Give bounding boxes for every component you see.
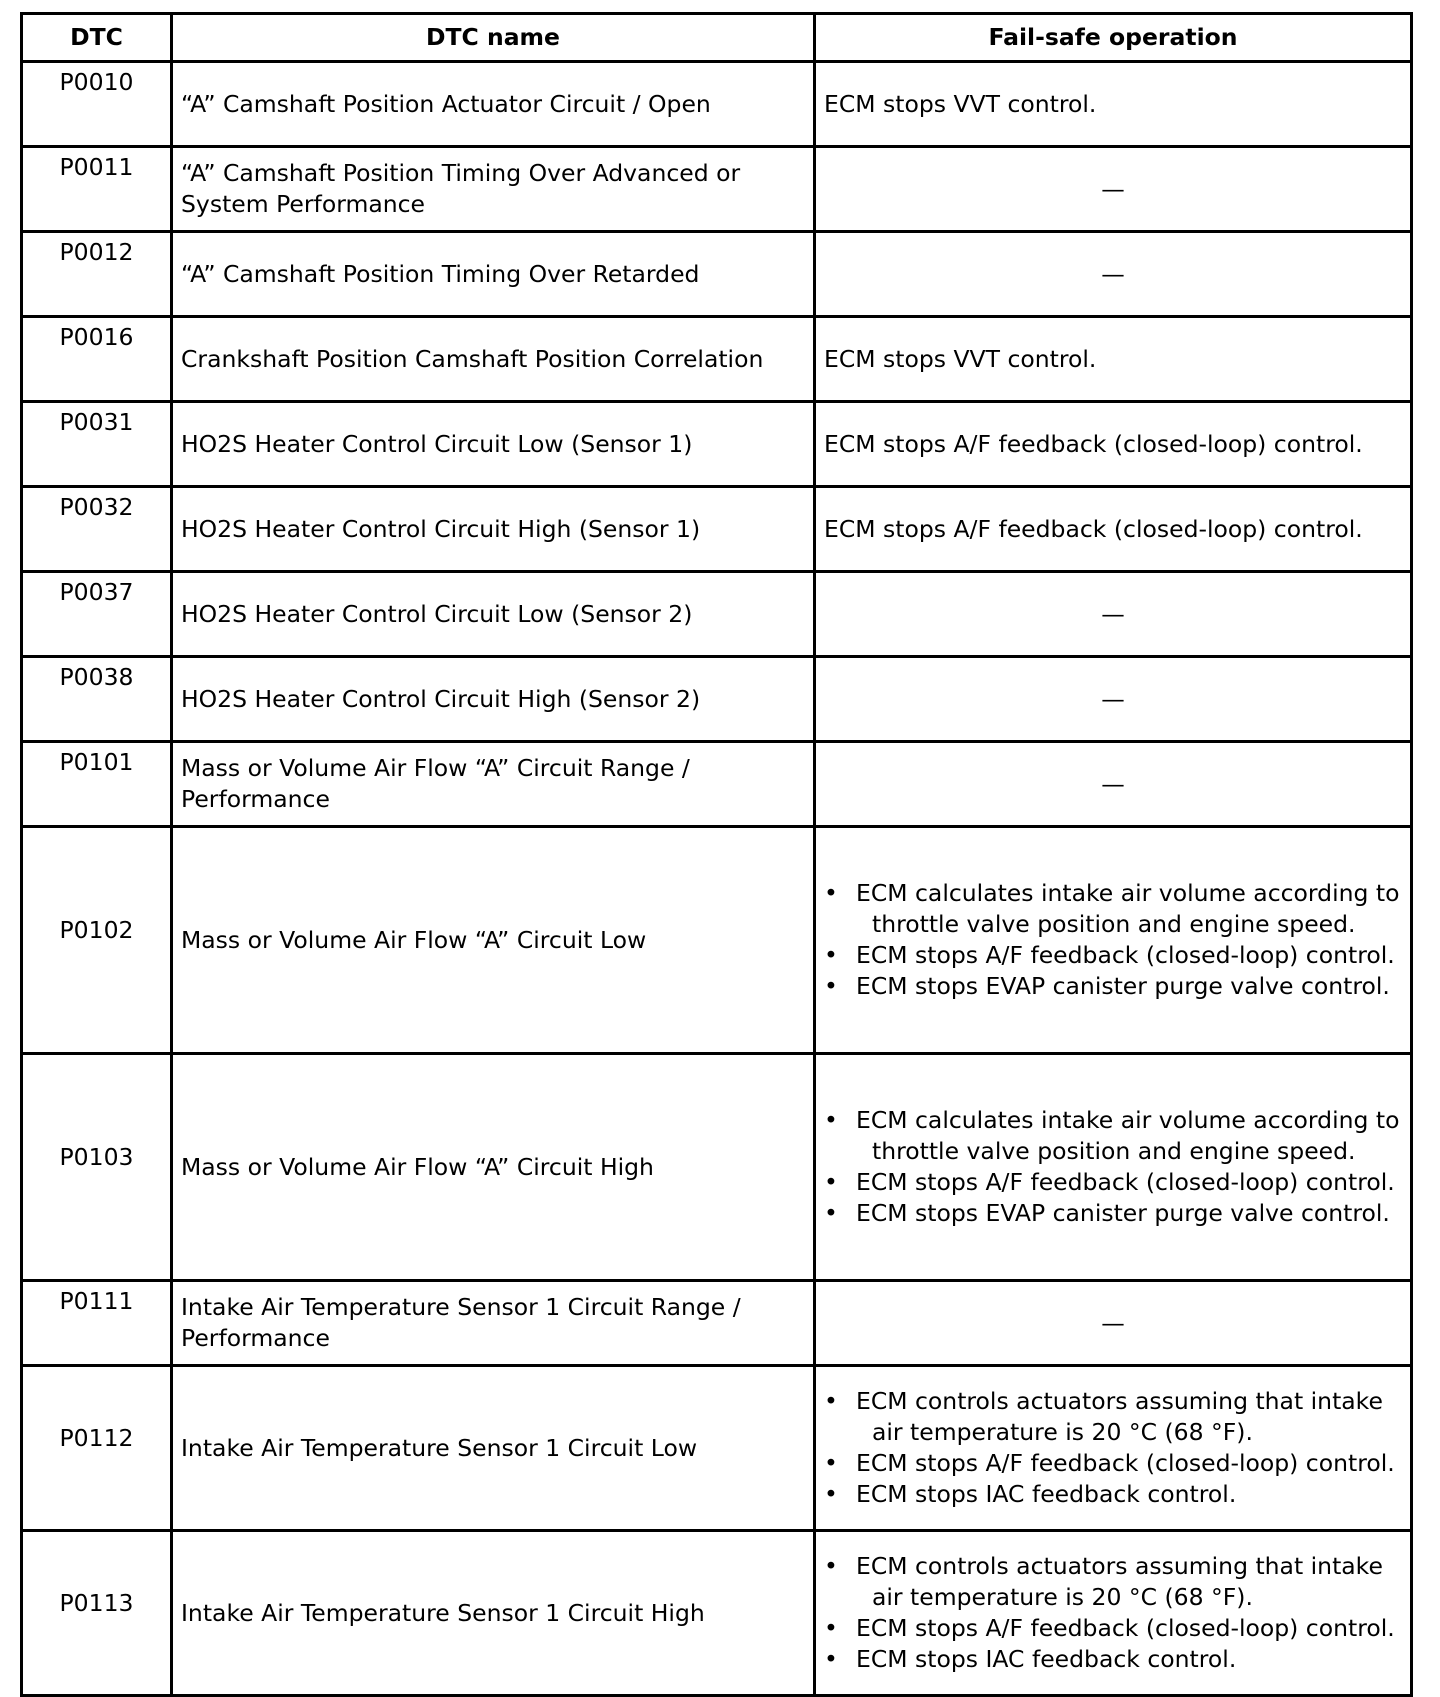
dtc-code: P0011	[22, 147, 172, 232]
list-item	[824, 1551, 1402, 1613]
dtc-code: P0012	[22, 232, 172, 317]
table-row	[22, 147, 1412, 232]
dtc-name: HO2S Heater Control Circuit High (Sensor 2)	[172, 657, 815, 742]
failsafe-list-cell	[815, 827, 1412, 1054]
table-row	[22, 1531, 1412, 1696]
dtc-name: “A” Camshaft Position Timing Over Retarded	[172, 232, 815, 317]
table-row	[22, 487, 1412, 572]
dtc-code: P0113	[22, 1531, 172, 1696]
failsafe-bullet-text: ECM stops A/F feedback (closed-loop) control.	[856, 1614, 1395, 1642]
list-item	[824, 1167, 1402, 1198]
dtc-code: P0111	[22, 1281, 172, 1366]
header-failsafe: Fail-safe operation	[815, 14, 1412, 62]
dtc-name: Mass or Volume Air Flow “A” Circuit Low	[172, 827, 815, 1054]
list-item	[824, 1198, 1402, 1229]
failsafe-bullet-list	[824, 1105, 1402, 1229]
failsafe-text: —	[815, 657, 1412, 742]
failsafe-text: ECM stops VVT control.	[815, 317, 1412, 402]
dtc-name: “A” Camshaft Position Timing Over Advanced or System Performance	[172, 147, 815, 232]
dtc-code: P0032	[22, 487, 172, 572]
failsafe-text: ECM stops A/F feedback (closed-loop) control.	[815, 402, 1412, 487]
failsafe-bullet-text: ECM calculates intake air volume according to throttle valve position and engine speed.	[856, 1106, 1400, 1165]
dtc-name: HO2S Heater Control Circuit High (Sensor 1)	[172, 487, 815, 572]
header-dtc-name: DTC name	[172, 14, 815, 62]
dtc-name: HO2S Heater Control Circuit Low (Sensor 2)	[172, 572, 815, 657]
failsafe-text: —	[815, 1281, 1412, 1366]
bullet-icon: •	[824, 1106, 838, 1134]
bullet-icon: •	[824, 1614, 838, 1642]
failsafe-text: —	[815, 232, 1412, 317]
list-item	[824, 1386, 1402, 1448]
dtc-code: P0031	[22, 402, 172, 487]
dtc-code: P0038	[22, 657, 172, 742]
bullet-icon: •	[824, 1387, 838, 1415]
bullet-icon: •	[824, 1199, 838, 1227]
bullet-icon: •	[824, 879, 838, 907]
table-row	[22, 1366, 1412, 1531]
dtc-code: P0037	[22, 572, 172, 657]
list-item	[824, 1644, 1402, 1675]
dtc-name: HO2S Heater Control Circuit Low (Sensor 1)	[172, 402, 815, 487]
dtc-name: Mass or Volume Air Flow “A” Circuit High	[172, 1054, 815, 1281]
failsafe-bullet-text: ECM controls actuators assuming that intake air temperature is 20 °C (68 °F).	[856, 1552, 1383, 1611]
dtc-code: P0112	[22, 1366, 172, 1531]
list-item	[824, 940, 1402, 971]
list-item	[824, 1448, 1402, 1479]
table-row	[22, 572, 1412, 657]
table-row	[22, 62, 1412, 147]
list-item	[824, 1479, 1402, 1510]
header-dtc: DTC	[22, 14, 172, 62]
dtc-code: P0010	[22, 62, 172, 147]
dtc-code: P0101	[22, 742, 172, 827]
bullet-icon: •	[824, 972, 838, 1000]
table-row	[22, 657, 1412, 742]
failsafe-bullet-list	[824, 878, 1402, 1002]
bullet-icon: •	[824, 941, 838, 969]
failsafe-text: ECM stops VVT control.	[815, 62, 1412, 147]
failsafe-bullet-text: ECM controls actuators assuming that intake air temperature is 20 °C (68 °F).	[856, 1387, 1383, 1446]
failsafe-text: —	[815, 572, 1412, 657]
failsafe-bullet-list	[824, 1386, 1402, 1510]
table-row	[22, 232, 1412, 317]
table-row	[22, 827, 1412, 1054]
bullet-icon: •	[824, 1480, 838, 1508]
failsafe-bullet-text: ECM stops A/F feedback (closed-loop) control.	[856, 1168, 1395, 1196]
table-row	[22, 742, 1412, 827]
failsafe-bullet-text: ECM stops IAC feedback control.	[856, 1645, 1237, 1673]
failsafe-bullet-text: ECM calculates intake air volume according to throttle valve position and engine speed.	[856, 879, 1400, 938]
table-row	[22, 402, 1412, 487]
failsafe-text: —	[815, 742, 1412, 827]
failsafe-bullet-text: ECM stops EVAP canister purge valve control.	[856, 1199, 1390, 1227]
bullet-icon: •	[824, 1168, 838, 1196]
bullet-icon: •	[824, 1645, 838, 1673]
failsafe-list-cell	[815, 1531, 1412, 1696]
dtc-name: Mass or Volume Air Flow “A” Circuit Range / Performance	[172, 742, 815, 827]
dtc-code: P0102	[22, 827, 172, 1054]
bullet-icon: •	[824, 1552, 838, 1580]
dtc-code: P0103	[22, 1054, 172, 1281]
dtc-code: P0016	[22, 317, 172, 402]
dtc-failsafe-table	[20, 12, 1413, 1697]
dtc-name: “A” Camshaft Position Actuator Circuit / Open	[172, 62, 815, 147]
list-item	[824, 878, 1402, 940]
list-item	[824, 971, 1402, 1002]
failsafe-list-cell	[815, 1054, 1412, 1281]
failsafe-bullet-text: ECM stops A/F feedback (closed-loop) control.	[856, 1449, 1395, 1477]
failsafe-bullet-text: ECM stops IAC feedback control.	[856, 1480, 1237, 1508]
failsafe-list-cell	[815, 1366, 1412, 1531]
dtc-name: Intake Air Temperature Sensor 1 Circuit Low	[172, 1366, 815, 1531]
failsafe-text: ECM stops A/F feedback (closed-loop) control.	[815, 487, 1412, 572]
bullet-icon: •	[824, 1449, 838, 1477]
table-header-row	[22, 14, 1412, 62]
failsafe-bullet-list	[824, 1551, 1402, 1675]
table-row	[22, 1281, 1412, 1366]
failsafe-bullet-text: ECM stops EVAP canister purge valve control.	[856, 972, 1390, 1000]
dtc-name: Crankshaft Position Camshaft Position Correlation	[172, 317, 815, 402]
failsafe-bullet-text: ECM stops A/F feedback (closed-loop) control.	[856, 941, 1395, 969]
dtc-name: Intake Air Temperature Sensor 1 Circuit High	[172, 1531, 815, 1696]
list-item	[824, 1105, 1402, 1167]
table-row	[22, 1054, 1412, 1281]
dtc-name: Intake Air Temperature Sensor 1 Circuit Range / Performance	[172, 1281, 815, 1366]
list-item	[824, 1613, 1402, 1644]
failsafe-text: —	[815, 147, 1412, 232]
table-row	[22, 317, 1412, 402]
